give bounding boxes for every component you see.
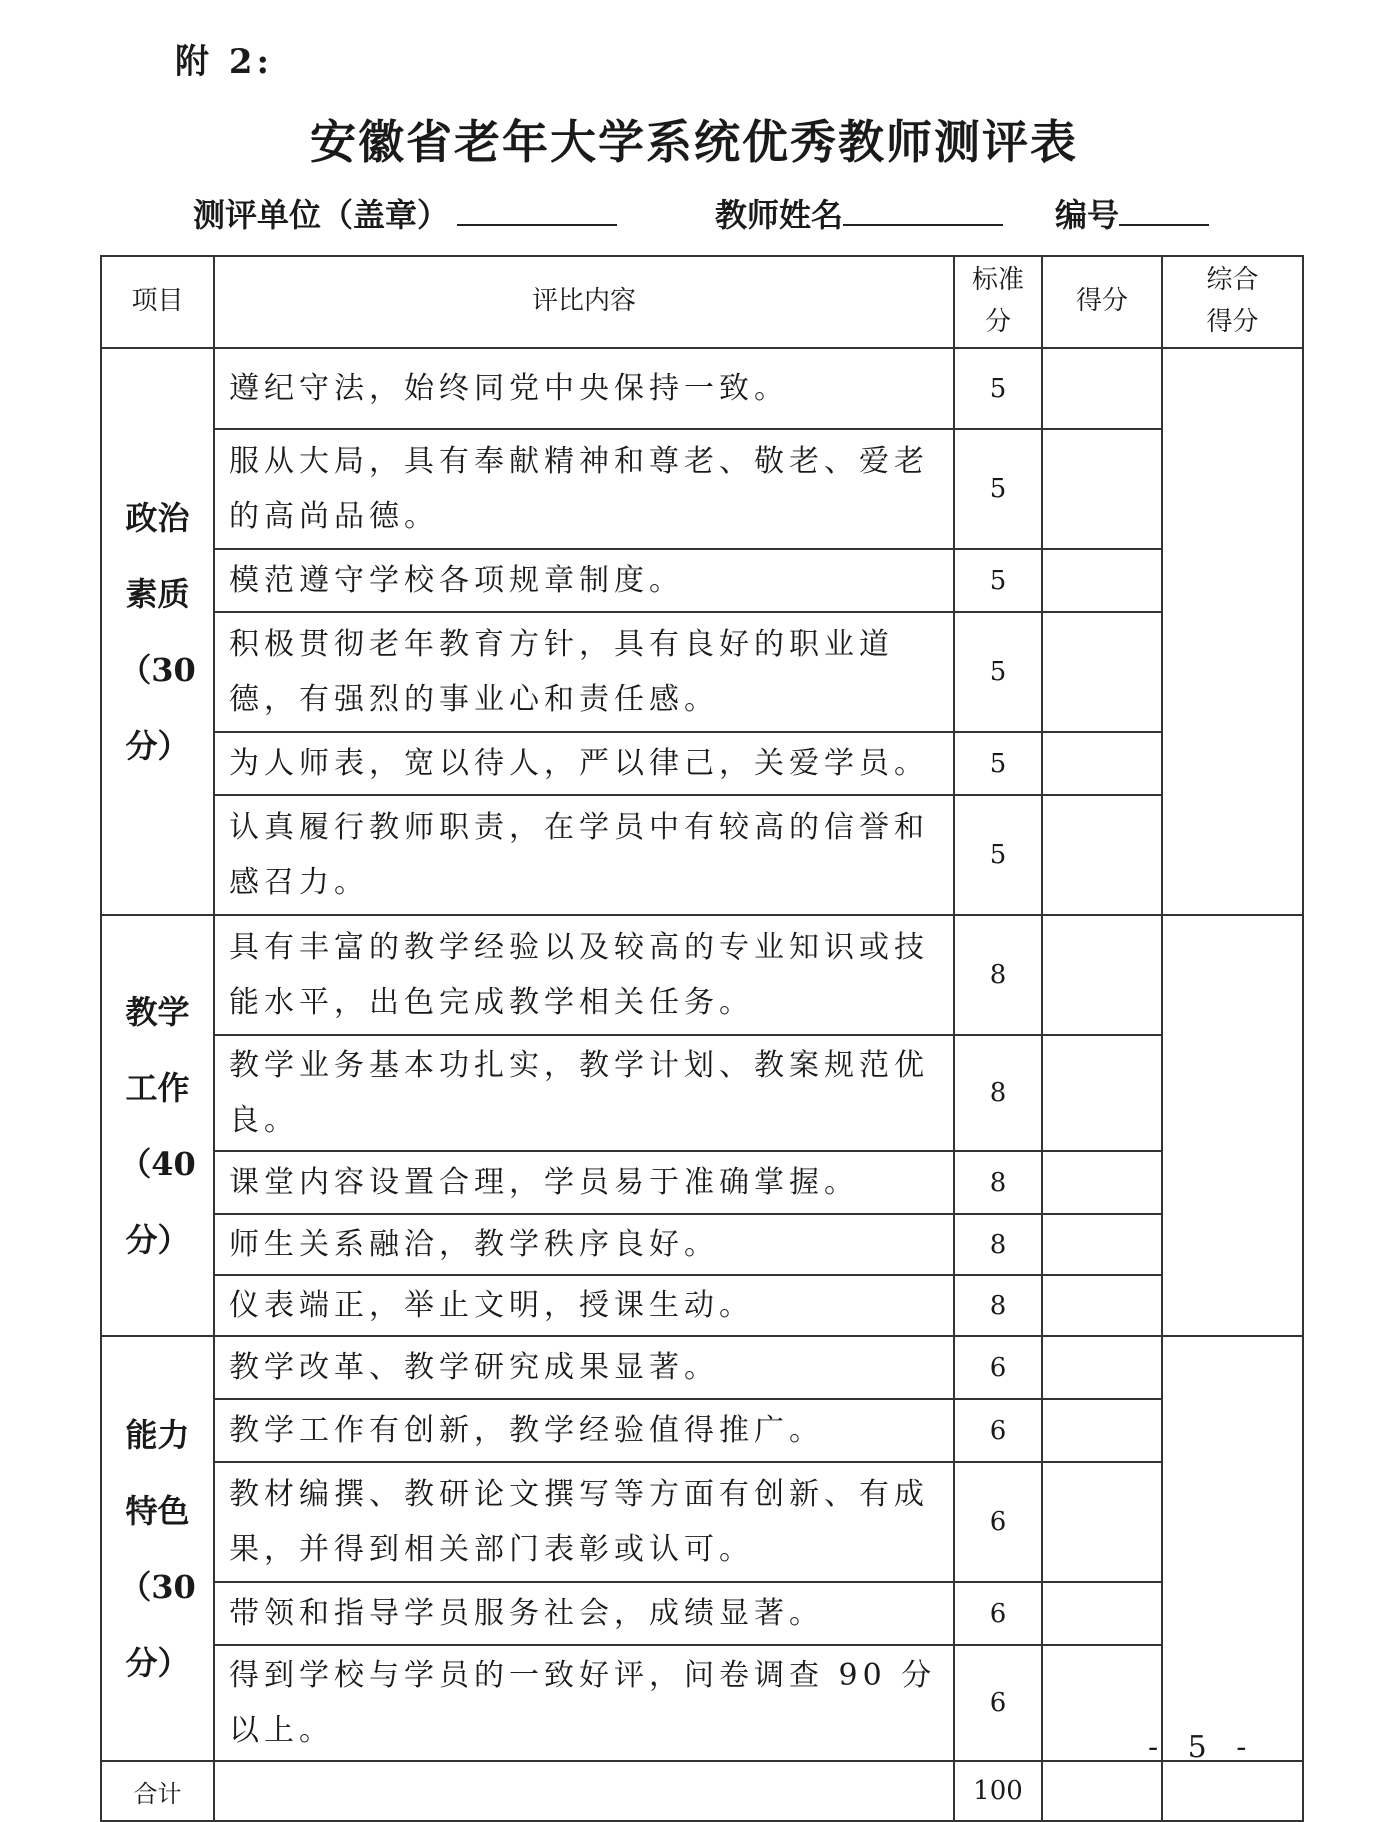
criteria-content: 带领和指导学员服务社会，成绩显著。: [214, 1582, 954, 1645]
score-cell[interactable]: [1042, 612, 1162, 732]
standard-score: 8: [954, 1035, 1042, 1151]
header-overall-score: [1162, 256, 1303, 348]
header-standard-score: [954, 256, 1042, 348]
header-item: 项目: [101, 256, 214, 348]
table-row: [101, 1275, 1303, 1336]
table-row: [101, 1035, 1303, 1151]
section-name-line: 能力: [125, 1415, 190, 1454]
standard-score: 5: [954, 732, 1042, 795]
standard-score: 6: [954, 1462, 1042, 1582]
number-field: [1055, 190, 1209, 236]
header-standard-line2: 分: [984, 307, 1011, 337]
attachment-label: 附 2:: [175, 42, 274, 82]
standard-score: 8: [954, 1275, 1042, 1336]
section-name-line: 分）: [125, 726, 190, 765]
standard-score: 8: [954, 1151, 1042, 1214]
section-name-line: 分）: [125, 1220, 190, 1259]
score-cell[interactable]: [1042, 1582, 1162, 1645]
criteria-content: 教学业务基本功扎实，教学计划、教案规范优良。: [214, 1035, 954, 1151]
evaluation-table: [100, 255, 1304, 1822]
table-row: [101, 348, 1303, 429]
score-cell[interactable]: [1042, 1035, 1162, 1151]
overall-score-cell[interactable]: [1162, 348, 1303, 915]
section-name-line: 政治: [125, 498, 190, 537]
total-score-cell[interactable]: [1042, 1761, 1162, 1821]
criteria-content: 课堂内容设置合理，学员易于准确掌握。: [214, 1151, 954, 1214]
total-standard-score: 100: [954, 1761, 1042, 1821]
criteria-content: 服从大局，具有奉献精神和尊老、敬老、爱老的高尚品德。: [214, 429, 954, 549]
number-blank[interactable]: [1119, 198, 1209, 226]
criteria-content: 教材编撰、教研论文撰写等方面有创新、有成果，并得到相关部门表彰或认可。: [214, 1462, 954, 1582]
score-cell[interactable]: [1042, 1151, 1162, 1214]
score-cell[interactable]: [1042, 795, 1162, 915]
table-row: [101, 549, 1303, 612]
criteria-content: 为人师表，宽以待人，严以律己，关爱学员。: [214, 732, 954, 795]
header-content: 评比内容: [214, 256, 954, 348]
section-name-line: （30: [119, 1567, 196, 1606]
document-title: 安徽省老年大学系统优秀教师测评表: [310, 115, 1078, 169]
table-row: [101, 429, 1303, 549]
section-name-line: 教学: [125, 992, 190, 1031]
score-cell[interactable]: [1042, 732, 1162, 795]
score-cell[interactable]: [1042, 1645, 1162, 1761]
total-label: 合计: [101, 1761, 214, 1821]
criteria-content: 遵纪守法，始终同党中央保持一致。: [214, 348, 954, 429]
standard-score: 5: [954, 795, 1042, 915]
score-cell[interactable]: [1042, 1275, 1162, 1336]
total-overall-cell[interactable]: [1162, 1761, 1303, 1821]
criteria-content: 教学改革、教学研究成果显著。: [214, 1336, 954, 1399]
criteria-content: 认真履行教师职责，在学员中有较高的信誉和感召力。: [214, 795, 954, 915]
unit-field: [193, 190, 617, 236]
table-row: [101, 1336, 1303, 1399]
overall-score-cell[interactable]: [1162, 1336, 1303, 1761]
score-cell[interactable]: [1042, 1462, 1162, 1582]
criteria-content: 模范遵守学校各项规章制度。: [214, 549, 954, 612]
table-row: [101, 1582, 1303, 1645]
header-standard-line1: 标准: [971, 265, 1024, 296]
criteria-content: 具有丰富的教学经验以及较高的专业知识或技能水平，出色完成教学相关任务。: [214, 915, 954, 1035]
criteria-content: 教学工作有创新，教学经验值得推广。: [214, 1399, 954, 1462]
table-row: [101, 1151, 1303, 1214]
overall-score-cell[interactable]: [1162, 915, 1303, 1336]
header-row: [101, 256, 1303, 348]
criteria-content: 得到学校与学员的一致好评，问卷调查 90 分以上。: [214, 1645, 954, 1761]
section-name-line: 分）: [125, 1643, 190, 1682]
table-row: [101, 795, 1303, 915]
header-score: 得分: [1042, 256, 1162, 348]
table-row: [101, 1645, 1303, 1761]
score-cell[interactable]: [1042, 348, 1162, 429]
table-row: [101, 1399, 1303, 1462]
section-name-line: （30: [119, 650, 196, 689]
standard-score: 8: [954, 1214, 1042, 1275]
score-cell[interactable]: [1042, 429, 1162, 549]
teacher-label: 教师姓名: [715, 196, 844, 234]
standard-score: 5: [954, 612, 1042, 732]
criteria-content: 仪表端正，举止文明，授课生动。: [214, 1275, 954, 1336]
table-row: [101, 1214, 1303, 1275]
standard-score: 5: [954, 549, 1042, 612]
score-cell[interactable]: [1042, 1214, 1162, 1275]
header-overall-line2: 得分: [1206, 307, 1259, 337]
number-label: 编号: [1055, 196, 1120, 234]
teacher-blank[interactable]: [843, 198, 1003, 226]
table-row: [101, 1462, 1303, 1582]
section-name-line: 工作: [125, 1068, 190, 1107]
header-overall-line1: 综合: [1206, 265, 1259, 296]
section-name-line: （40: [119, 1144, 196, 1183]
standard-score: 6: [954, 1399, 1042, 1462]
table-row: [101, 732, 1303, 795]
table-row: [101, 915, 1303, 1035]
score-cell[interactable]: [1042, 1336, 1162, 1399]
page-number: - 5 -: [1148, 1730, 1257, 1765]
standard-score: 6: [954, 1582, 1042, 1645]
section-name-ability: [101, 1336, 214, 1761]
standard-score: 5: [954, 429, 1042, 549]
total-content-cell: [214, 1761, 954, 1821]
section-name-teaching: [101, 915, 214, 1336]
unit-blank[interactable]: [457, 198, 617, 226]
standard-score: 8: [954, 915, 1042, 1035]
criteria-content: 积极贯彻老年教育方针，具有良好的职业道德，有强烈的事业心和责任感。: [214, 612, 954, 732]
unit-label: 测评单位（盖章）: [193, 196, 450, 234]
section-name-line: 素质: [125, 574, 190, 613]
score-cell[interactable]: [1042, 915, 1162, 1035]
standard-score: 6: [954, 1645, 1042, 1761]
standard-score: 5: [954, 348, 1042, 429]
criteria-content: 师生关系融洽，教学秩序良好。: [214, 1214, 954, 1275]
table-row: [101, 612, 1303, 732]
section-name-line: 特色: [125, 1491, 190, 1530]
section-name-political: [101, 348, 214, 915]
score-cell[interactable]: [1042, 1399, 1162, 1462]
total-row: [101, 1761, 1303, 1821]
standard-score: 6: [954, 1336, 1042, 1399]
score-cell[interactable]: [1042, 549, 1162, 612]
teacher-field: [715, 190, 1003, 236]
